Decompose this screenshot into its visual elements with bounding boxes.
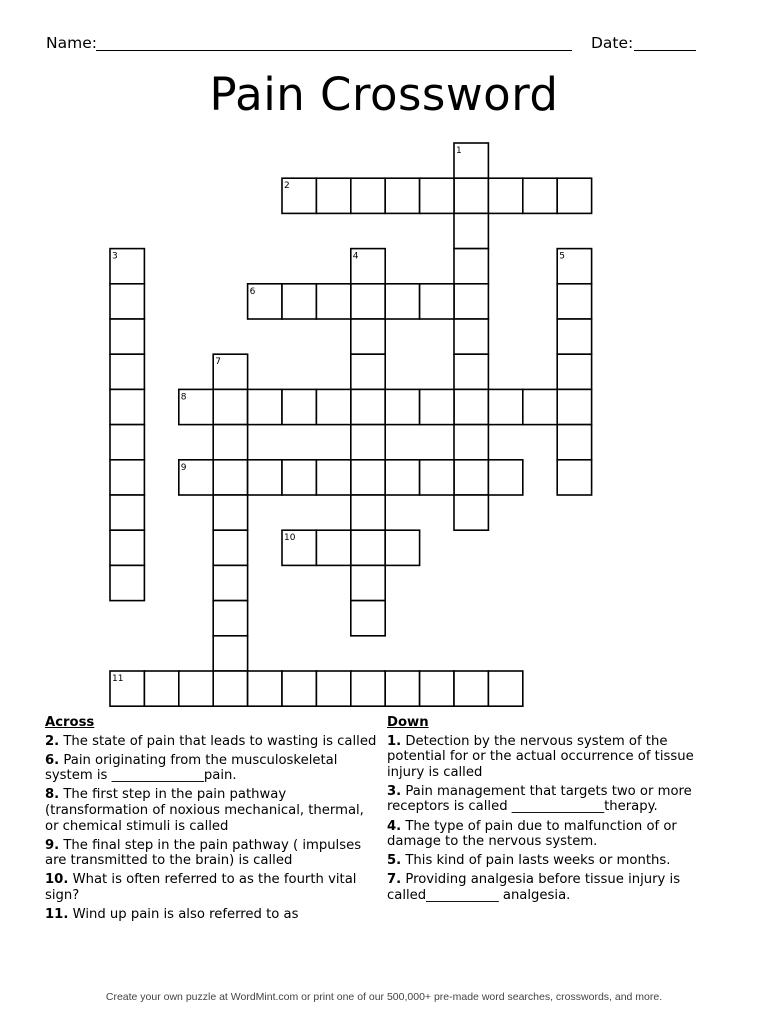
cell-number: 11 — [112, 674, 124, 684]
crossword-cell[interactable] — [282, 284, 316, 319]
footer: Create your own puzzle at WordMint.com or print one of our 500,000+ pre-made word searches, crosswords, and more. — [105, 991, 663, 1003]
crossword-cell[interactable] — [110, 354, 144, 389]
crossword-cell[interactable] — [144, 671, 178, 706]
crossword-cell[interactable] — [351, 284, 385, 319]
crossword-cell[interactable] — [110, 284, 144, 319]
crossword-cell[interactable] — [213, 636, 247, 671]
crossword-cell[interactable] — [557, 178, 591, 213]
crossword-cell[interactable] — [351, 565, 385, 600]
date-label: Date: — [591, 34, 634, 52]
page-title: Pain Crossword — [209, 68, 559, 121]
cell-number: 7 — [215, 357, 221, 368]
clue-text: The state of pain that leads to wasting is called — [59, 733, 377, 749]
crossword-cell[interactable] — [110, 425, 144, 460]
crossword-cell[interactable] — [454, 249, 488, 284]
crossword-cell[interactable] — [213, 601, 247, 636]
crossword-cell[interactable] — [351, 389, 385, 424]
down-clues — [387, 715, 727, 907]
crossword-cell[interactable] — [488, 671, 522, 706]
crossword-cell[interactable] — [420, 284, 454, 319]
clue-number: 1. — [387, 733, 402, 749]
clue-number: 8. — [45, 787, 60, 803]
cell-number: 1 — [456, 146, 462, 156]
crossword-cell[interactable] — [351, 495, 385, 530]
crossword-cell[interactable] — [385, 284, 419, 319]
down-heading: Down — [387, 715, 429, 730]
clue-item — [387, 784, 727, 815]
crossword-cell[interactable] — [351, 601, 385, 636]
crossword-cell[interactable] — [110, 460, 144, 495]
crossword-cell[interactable] — [454, 178, 488, 213]
crossword-cell[interactable] — [557, 284, 591, 319]
crossword-cell[interactable] — [110, 389, 144, 424]
crossword-cell[interactable] — [213, 530, 247, 565]
clue-text: Pain management that targets two or more receptors is called ______________therapy. — [387, 783, 692, 815]
cell-number: 8 — [180, 392, 187, 403]
crossword-cell[interactable] — [248, 389, 282, 424]
crossword-cell[interactable] — [248, 671, 282, 706]
crossword-cell[interactable] — [213, 565, 247, 600]
clue-text: Pain originating from the musculoskeletal system is ______________pain. — [45, 752, 338, 784]
crossword-cell[interactable] — [282, 460, 316, 495]
clue-text: This kind of pain lasts weeks or months. — [401, 853, 671, 869]
clue-number: 9. — [45, 837, 60, 853]
crossword-cell[interactable] — [351, 178, 385, 213]
crossword-cell[interactable] — [213, 671, 247, 706]
name-label: Name: — [46, 34, 97, 52]
clue-number: 11. — [45, 907, 69, 923]
crossword-cell[interactable] — [179, 671, 213, 706]
crossword-cell[interactable] — [110, 530, 144, 565]
crossword-cell[interactable] — [385, 460, 419, 495]
crossword-cell[interactable] — [351, 671, 385, 706]
crossword-cell[interactable] — [316, 178, 350, 213]
crossword-cell[interactable] — [385, 671, 419, 706]
crossword-cell[interactable] — [316, 389, 350, 424]
crossword-cell[interactable] — [454, 213, 488, 248]
across-heading: Across — [45, 715, 95, 730]
clue-item — [387, 819, 727, 850]
crossword-cell[interactable] — [523, 389, 557, 424]
crossword-cell[interactable] — [110, 565, 144, 600]
crossword-cell[interactable] — [213, 460, 247, 495]
clue-item — [387, 872, 727, 903]
crossword-cell[interactable] — [557, 460, 591, 495]
crossword-cell[interactable] — [420, 389, 454, 424]
clue-item — [45, 838, 380, 869]
clue-number: 3. — [387, 783, 402, 799]
crossword-cell[interactable] — [454, 425, 488, 460]
clue-text: What is often referred to as the fourth vital sign? — [45, 872, 357, 903]
crossword-cell[interactable] — [316, 284, 350, 319]
crossword-cell[interactable] — [316, 530, 350, 565]
crossword-cell[interactable] — [110, 319, 144, 354]
clue-number: 10. — [45, 872, 69, 888]
clue-item — [387, 853, 727, 869]
crossword-cell[interactable] — [316, 671, 350, 706]
crossword-cell[interactable] — [454, 495, 488, 530]
cell-number: 6 — [249, 286, 256, 297]
clue-number: 5. — [387, 853, 402, 869]
crossword-cell[interactable] — [110, 495, 144, 530]
clue-item — [45, 872, 380, 903]
crossword-cell[interactable] — [213, 389, 247, 424]
crossword-cell[interactable] — [557, 354, 591, 389]
crossword-cell[interactable] — [454, 354, 488, 389]
crossword-cell[interactable] — [557, 319, 591, 354]
crossword-cell[interactable] — [282, 389, 316, 424]
cell-number: 9 — [180, 462, 187, 473]
crossword-cell[interactable] — [454, 460, 488, 495]
across-clues — [45, 715, 380, 926]
crossword-cell[interactable] — [454, 319, 488, 354]
crossword-cell[interactable] — [454, 671, 488, 706]
crossword-cell[interactable] — [420, 671, 454, 706]
crossword-cell[interactable] — [351, 319, 385, 354]
crossword-cell[interactable] — [488, 460, 522, 495]
crossword-cell[interactable] — [488, 389, 522, 424]
crossword-cell[interactable] — [557, 389, 591, 424]
cell-number: 2 — [284, 181, 290, 192]
clue-item — [45, 753, 380, 784]
crossword-cell[interactable] — [213, 495, 247, 530]
clue-item — [387, 734, 727, 781]
clue-text: Providing analgesia before tissue injury is called___________ analgesia. — [387, 872, 681, 903]
crossword-cell[interactable] — [213, 425, 247, 460]
crossword-cell[interactable] — [385, 530, 419, 565]
clue-text: The first step in the pain pathway (transformation of noxious mechanical, thermal, or chemical stimuli is called — [45, 787, 364, 834]
crossword-cell[interactable] — [248, 460, 282, 495]
cell-number: 10 — [284, 533, 296, 544]
clue-text: The final step in the pain pathway ( impulses are transmitted to the brain) is called — [45, 837, 362, 869]
crossword-cell[interactable] — [523, 178, 557, 213]
clue-item — [45, 787, 380, 834]
crossword-cell[interactable] — [454, 284, 488, 319]
crossword-cell[interactable] — [420, 178, 454, 213]
crossword-cell[interactable] — [385, 178, 419, 213]
crossword-cell[interactable] — [351, 530, 385, 565]
crossword-cell[interactable] — [454, 389, 488, 424]
clue-number: 7. — [387, 872, 402, 888]
clue-item — [45, 734, 380, 750]
crossword-cell[interactable] — [488, 178, 522, 213]
crossword-cell[interactable] — [282, 671, 316, 706]
clue-text: The type of pain due to malfunction of or damage to the nervous system. — [387, 818, 677, 850]
clue-number: 6. — [45, 752, 60, 768]
clue-item — [45, 907, 380, 923]
clue-text: Detection by the nervous system of the potential for or the actual occurrence of tissue injury is called — [387, 733, 694, 780]
clue-number: 2. — [45, 733, 60, 749]
crossword-cell[interactable] — [557, 425, 591, 460]
clue-text: Wind up pain is also referred to as — [68, 907, 299, 923]
crossword-cell[interactable] — [420, 460, 454, 495]
cell-number: 5 — [559, 251, 565, 262]
crossword-cell[interactable] — [351, 354, 385, 389]
cell-number: 4 — [352, 251, 359, 262]
crossword-cell[interactable] — [351, 460, 385, 495]
clue-number: 4. — [387, 818, 402, 834]
crossword-cell[interactable] — [385, 389, 419, 424]
crossword-cell[interactable] — [316, 460, 350, 495]
crossword-cell[interactable] — [351, 425, 385, 460]
cell-number: 3 — [112, 251, 118, 262]
